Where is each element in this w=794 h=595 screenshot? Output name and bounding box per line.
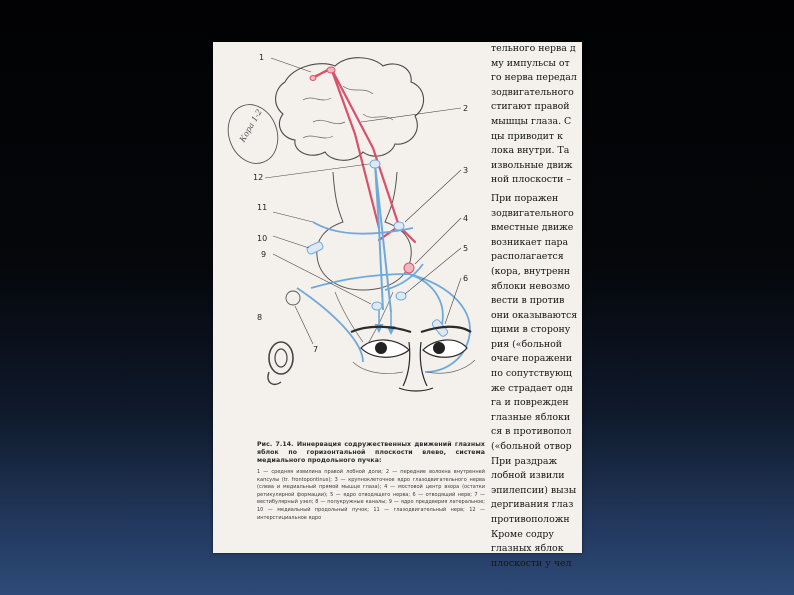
left-pupil [433, 342, 445, 354]
text-line: зодвигательного [491, 207, 574, 219]
text-line: вместные движе [491, 222, 574, 234]
figure-caption [257, 441, 485, 522]
caption-body: 1 — средняя извилина правой лобной доли; 2 — передние волокна внутренней капсулы (tr. frontopontinus); 3 — крупноклеточное ядро глазодвигательного нерва (слева и медиальный прямой мышце глаза); 4 — мостовой центр взора (остатки ретикулярной формации); 5 — ядро отводящего нерва; 6 — отводящий нерв; 7 — вестибулярный узел; 8 — полукружные каналы; 9 — ядро преддверия латеральное; 10 — медиальный продольный пучок; 11 — глазодвигательный нерв; 12 — интерстициальное ядро [257, 469, 485, 521]
text-line: дергивания глаз [491, 499, 574, 511]
brain-outline [276, 58, 424, 161]
label-8: 8 [257, 313, 263, 322]
oculomotor-nucleus [394, 222, 404, 230]
text-line: ной плоскости – [491, 174, 572, 186]
text-line: цы приводит к [491, 130, 563, 142]
face-lines [353, 360, 475, 374]
text-line: Кроме содру [491, 528, 554, 540]
text-line: При поражен [491, 192, 559, 204]
label-5: 5 [463, 244, 469, 253]
vestibular-ganglion [286, 291, 300, 305]
text-line: эпилепсии) вызы [491, 484, 577, 496]
text-line: противоположн [491, 514, 570, 525]
arrows-down [379, 310, 391, 326]
text-line: (кора, внутренн [491, 265, 570, 277]
text-line: же страдает одн [491, 382, 573, 394]
text-line: возникает пара [491, 236, 569, 248]
pontine-gaze-center [404, 263, 414, 273]
abducens-nucleus [396, 292, 406, 300]
text-line: лобной извили [491, 470, 565, 482]
label-11: 11 [257, 203, 268, 212]
label-9: 9 [261, 250, 267, 259]
text-line: глазные яблоки [491, 411, 571, 423]
body-text-column [491, 42, 601, 571]
label-3: 3 [463, 166, 469, 175]
handwritten-note-circle [220, 98, 286, 171]
text-line: го нерва передал [491, 72, 577, 84]
leader-lines [265, 58, 461, 344]
caption-title: Рис. 7.14. Иннервация содружественных движений глазных яблок по горизонтальной плоскости влево, система медиального продольного пучка: [257, 441, 485, 464]
cortex-node [327, 67, 335, 73]
label-7: 7 [313, 345, 319, 354]
eyebrows [351, 327, 471, 332]
label-6: 6 [463, 274, 469, 283]
text-line: они оказываются [491, 309, 578, 321]
text-line: стигают правой [491, 101, 570, 113]
label-10: 10 [257, 234, 268, 243]
arrow-heads [375, 324, 395, 334]
handwritten-note: Кора 1-2 [237, 107, 264, 144]
label-4: 4 [463, 214, 469, 223]
scanned-book-page [213, 42, 582, 569]
text-line: га и поврежден [491, 397, 569, 409]
text-line: очаге поражени [491, 353, 573, 365]
text-line: щими в сторону [491, 324, 571, 336]
semicircular-canals [269, 342, 293, 374]
interstitial-nucleus [370, 160, 380, 168]
cortex-node-2 [310, 76, 316, 81]
text-line: зодвигательного [491, 86, 574, 98]
text-line: му импульсы от [491, 57, 570, 69]
gaze-innervation-diagram [213, 42, 485, 442]
text-line: тельного нерва д [491, 43, 576, 54]
text-line: глазных яблок [491, 543, 564, 555]
red-pathway [313, 68, 415, 242]
text-line: по сопутствующ [491, 368, 572, 380]
text-line: («больной отвор [491, 441, 572, 453]
text-line: При раздраж [491, 455, 558, 467]
text-line: извольные движ [491, 159, 573, 171]
text-line: рия («больной [491, 338, 563, 350]
text-line: яблоки невозмо [491, 280, 571, 292]
label-2: 2 [463, 104, 469, 113]
semicircular-canals-inner [275, 349, 287, 367]
text-line: вести в против [491, 295, 565, 307]
label-1: 1 [259, 53, 265, 62]
label-12: 12 [253, 173, 264, 182]
text-line: ся в противопол [491, 426, 572, 438]
text-line: мышцы глаза. С [491, 115, 572, 127]
right-pupil [375, 342, 387, 354]
text-line: лока внутри. Та [491, 145, 570, 157]
text-line: располагается [491, 251, 564, 263]
medulla-outline [335, 292, 393, 342]
text-line: плоскости у чел [491, 557, 572, 569]
vestibular-nucleus [372, 302, 382, 310]
